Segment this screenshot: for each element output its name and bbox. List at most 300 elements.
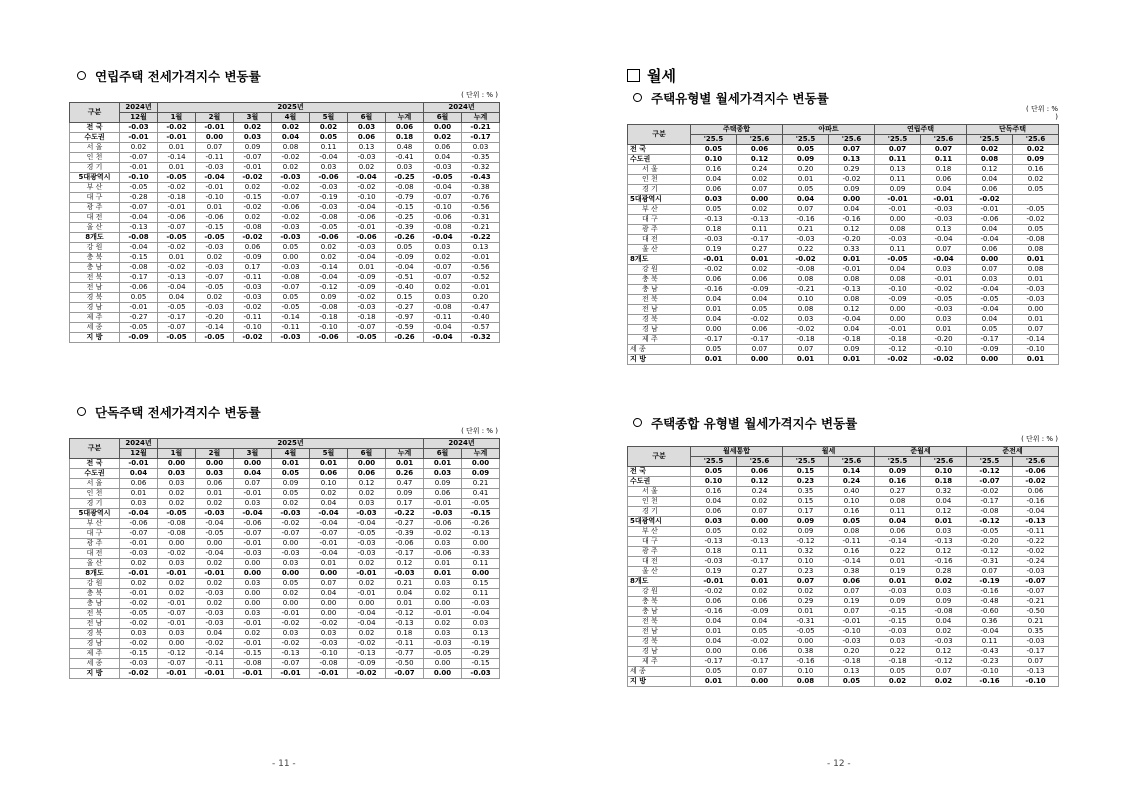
value-cell: -0.01 — [234, 163, 272, 173]
value-cell: 0.02 — [196, 253, 234, 263]
value-cell: 0.00 — [272, 253, 310, 263]
row-label: 전 국 — [628, 467, 691, 477]
table-row — [628, 557, 1059, 567]
value-cell: -0.12 — [875, 345, 921, 355]
circle-bullet-icon — [633, 93, 642, 102]
table-row — [70, 203, 500, 213]
value-cell: 0.02 — [310, 489, 348, 499]
value-cell: -0.22 — [386, 509, 424, 519]
value-cell — [1013, 195, 1059, 205]
row-label: 인 천 — [628, 497, 691, 507]
value-cell: 0.00 — [737, 517, 783, 527]
row-label: 세 종 — [70, 323, 120, 333]
value-cell: -0.03 — [272, 549, 310, 559]
table-row — [628, 627, 1059, 637]
value-cell: -0.51 — [386, 273, 424, 283]
value-cell: 0.08 — [875, 275, 921, 285]
table-row — [628, 487, 1059, 497]
value-cell: -0.01 — [691, 255, 737, 265]
value-cell: -0.02 — [120, 599, 158, 609]
value-cell: -0.01 — [829, 617, 875, 627]
table-row — [628, 667, 1059, 677]
value-cell: 0.15 — [783, 497, 829, 507]
value-cell: 0.09 — [921, 597, 967, 607]
table-row — [628, 647, 1059, 657]
table-row — [70, 629, 500, 639]
value-cell: 0.12 — [921, 547, 967, 557]
value-cell: 0.11 — [921, 155, 967, 165]
row-label: 경 북 — [70, 293, 120, 303]
value-cell: -0.16 — [921, 557, 967, 567]
value-cell: 0.02 — [158, 489, 196, 499]
value-cell: -0.07 — [1013, 587, 1059, 597]
value-cell: -0.03 — [272, 509, 310, 519]
value-cell: 0.05 — [691, 345, 737, 355]
value-cell: 0.04 — [424, 153, 462, 163]
value-cell: 0.06 — [424, 143, 462, 153]
value-cell: 0.21 — [386, 579, 424, 589]
value-cell: 0.06 — [386, 123, 424, 133]
row-label: 수도권 — [70, 133, 120, 143]
value-cell: 0.11 — [310, 143, 348, 153]
table-row — [70, 193, 500, 203]
value-cell: 0.13 — [829, 667, 875, 677]
value-cell: -0.11 — [196, 659, 234, 669]
value-cell: 0.38 — [829, 567, 875, 577]
value-cell: -0.07 — [424, 273, 462, 283]
value-cell: -0.06 — [234, 519, 272, 529]
value-cell: -0.31 — [783, 617, 829, 627]
column-header: 6월 — [424, 449, 462, 459]
column-header: '25.6 — [829, 457, 875, 467]
table-row — [628, 305, 1059, 315]
circle-bullet-icon — [633, 418, 642, 427]
value-cell: -0.10 — [348, 193, 386, 203]
value-cell: -0.77 — [386, 649, 424, 659]
value-cell: -0.08 — [424, 303, 462, 313]
value-cell: 0.35 — [783, 487, 829, 497]
value-cell: -0.21 — [462, 123, 500, 133]
table-row — [70, 303, 500, 313]
table-row — [628, 467, 1059, 477]
value-cell: -0.10 — [829, 627, 875, 637]
value-cell: 0.03 — [272, 629, 310, 639]
value-cell: 0.06 — [348, 469, 386, 479]
value-cell: -0.02 — [967, 195, 1013, 205]
value-cell: -0.03 — [310, 639, 348, 649]
table3-unit-close: ) — [1055, 113, 1058, 121]
value-cell: 0.07 — [921, 145, 967, 155]
value-cell: -0.02 — [234, 303, 272, 313]
value-cell: 0.07 — [783, 577, 829, 587]
value-cell: -0.01 — [158, 669, 196, 679]
table-row — [70, 313, 500, 323]
row-label: 5대광역시 — [70, 509, 120, 519]
column-header: 2월 — [196, 449, 234, 459]
value-cell: -0.09 — [737, 285, 783, 295]
value-cell: -0.03 — [196, 509, 234, 519]
value-cell: 0.10 — [783, 295, 829, 305]
column-header: 6월 — [424, 113, 462, 123]
table-row — [70, 599, 500, 609]
value-cell: 0.03 — [234, 133, 272, 143]
row-label: 경 기 — [628, 507, 691, 517]
value-cell: 0.09 — [272, 479, 310, 489]
value-cell: -0.05 — [158, 233, 196, 243]
value-cell: -0.08 — [158, 529, 196, 539]
value-cell: -0.08 — [310, 213, 348, 223]
value-cell: 0.03 — [691, 195, 737, 205]
year-header: 2024년 — [424, 439, 500, 449]
value-cell: 0.12 — [967, 165, 1013, 175]
value-cell: -0.04 — [462, 609, 500, 619]
value-cell: 0.02 — [921, 627, 967, 637]
value-cell: -0.01 — [462, 283, 500, 293]
value-cell: -0.16 — [829, 215, 875, 225]
value-cell: -0.01 — [158, 133, 196, 143]
value-cell: 0.09 — [310, 293, 348, 303]
row-label: 대 전 — [70, 549, 120, 559]
value-cell: -0.05 — [272, 303, 310, 313]
value-cell: 0.02 — [196, 579, 234, 589]
value-cell: -0.39 — [386, 529, 424, 539]
value-cell: 0.41 — [462, 489, 500, 499]
value-cell: 0.03 — [424, 469, 462, 479]
value-cell: 0.07 — [783, 345, 829, 355]
table-row — [70, 619, 500, 629]
value-cell: -0.05 — [348, 529, 386, 539]
value-cell: -0.05 — [196, 333, 234, 343]
value-cell: 0.00 — [196, 539, 234, 549]
value-cell: 0.18 — [386, 629, 424, 639]
table-row — [628, 165, 1059, 175]
value-cell: -0.21 — [783, 285, 829, 295]
value-cell: 0.27 — [737, 567, 783, 577]
value-cell: -0.17 — [967, 497, 1013, 507]
value-cell: -0.07 — [386, 669, 424, 679]
value-cell: 0.08 — [967, 155, 1013, 165]
value-cell: -0.39 — [386, 223, 424, 233]
value-cell: -0.07 — [272, 193, 310, 203]
value-cell: -0.13 — [1013, 517, 1059, 527]
value-cell: -0.17 — [737, 335, 783, 345]
value-cell: -0.02 — [272, 619, 310, 629]
value-cell: -0.09 — [348, 283, 386, 293]
value-cell: -0.16 — [691, 607, 737, 617]
value-cell: 0.04 — [967, 225, 1013, 235]
value-cell: -0.13 — [691, 537, 737, 547]
value-cell: -0.05 — [196, 529, 234, 539]
value-cell: 0.06 — [829, 577, 875, 587]
value-cell: 0.23 — [783, 567, 829, 577]
value-cell: 0.04 — [921, 185, 967, 195]
column-header: 6월 — [348, 113, 386, 123]
value-cell: 0.01 — [921, 517, 967, 527]
value-cell: 0.04 — [272, 133, 310, 143]
value-cell: 0.00 — [310, 609, 348, 619]
row-label: 충 남 — [70, 263, 120, 273]
value-cell: 0.24 — [737, 487, 783, 497]
value-cell: -0.02 — [272, 213, 310, 223]
value-cell: -0.03 — [462, 599, 500, 609]
row-label: 강 원 — [70, 243, 120, 253]
value-cell: -0.04 — [348, 203, 386, 213]
value-cell: 0.04 — [691, 315, 737, 325]
value-cell: -0.09 — [120, 333, 158, 343]
value-cell: 0.08 — [875, 225, 921, 235]
value-cell: -0.18 — [829, 335, 875, 345]
value-cell: -0.56 — [462, 203, 500, 213]
row-label: 수도권 — [628, 155, 691, 165]
value-cell: -0.50 — [1013, 607, 1059, 617]
value-cell: -0.14 — [158, 153, 196, 163]
table-row — [70, 243, 500, 253]
value-cell: -0.03 — [310, 203, 348, 213]
column-header: 12월 — [120, 113, 158, 123]
value-cell: -0.17 — [386, 549, 424, 559]
value-cell: -0.15 — [462, 659, 500, 669]
value-cell: 0.02 — [158, 589, 196, 599]
value-cell: -0.56 — [462, 263, 500, 273]
table-row — [70, 519, 500, 529]
value-cell: 0.48 — [386, 143, 424, 153]
value-cell: 0.00 — [424, 123, 462, 133]
value-cell: 0.00 — [158, 459, 196, 469]
value-cell: -0.15 — [875, 607, 921, 617]
value-cell: -0.08 — [158, 519, 196, 529]
value-cell: -0.08 — [386, 183, 424, 193]
value-cell: -0.11 — [1013, 527, 1059, 537]
value-cell: 0.02 — [424, 619, 462, 629]
value-cell: 0.02 — [196, 599, 234, 609]
value-cell: 0.04 — [691, 497, 737, 507]
value-cell: 0.06 — [691, 507, 737, 517]
value-cell: 0.18 — [691, 547, 737, 557]
table-row — [628, 325, 1059, 335]
value-cell: -0.60 — [967, 607, 1013, 617]
value-cell: -0.09 — [386, 253, 424, 263]
value-cell: -0.07 — [424, 263, 462, 273]
value-cell: -0.01 — [196, 569, 234, 579]
row-label: 전 국 — [70, 123, 120, 133]
value-cell: -0.13 — [386, 619, 424, 629]
value-cell: 0.09 — [386, 489, 424, 499]
row-label: 부 산 — [70, 519, 120, 529]
value-cell: 0.02 — [234, 629, 272, 639]
value-cell: 0.02 — [120, 559, 158, 569]
value-cell: -0.03 — [1013, 285, 1059, 295]
value-cell: 0.02 — [120, 143, 158, 153]
table2-unit: ( 단위 : % ) — [461, 427, 498, 435]
table-row — [70, 233, 500, 243]
value-cell: -0.18 — [875, 657, 921, 667]
value-cell: 0.01 — [1013, 275, 1059, 285]
value-cell: -0.05 — [158, 509, 196, 519]
value-cell: 0.11 — [737, 547, 783, 557]
value-cell: -0.01 — [120, 459, 158, 469]
row-label: 대 구 — [70, 529, 120, 539]
value-cell: -0.09 — [875, 295, 921, 305]
table2-title: 단독주택 전세가격지수 변동률 — [77, 403, 261, 421]
value-cell: -0.17 — [462, 133, 500, 143]
value-cell: 0.04 — [120, 469, 158, 479]
value-cell: 0.22 — [783, 245, 829, 255]
value-cell: 0.04 — [196, 629, 234, 639]
circle-bullet-icon — [77, 71, 86, 80]
value-cell: -0.17 — [691, 335, 737, 345]
value-cell: -0.03 — [272, 173, 310, 183]
value-cell: 0.07 — [829, 145, 875, 155]
table-row — [70, 323, 500, 333]
value-cell: 0.03 — [921, 587, 967, 597]
value-cell: 0.04 — [691, 617, 737, 627]
value-cell: -0.05 — [120, 183, 158, 193]
column-header: 3월 — [234, 449, 272, 459]
value-cell: -0.04 — [310, 153, 348, 163]
value-cell: 0.04 — [158, 293, 196, 303]
table-row — [628, 577, 1059, 587]
value-cell: 0.00 — [691, 325, 737, 335]
table-row — [70, 669, 500, 679]
value-cell: -0.19 — [462, 639, 500, 649]
value-cell: 0.20 — [783, 165, 829, 175]
table4-unit: ( 단위 : % ) — [1021, 435, 1058, 443]
value-cell: 0.00 — [875, 215, 921, 225]
value-cell: -0.02 — [234, 233, 272, 243]
value-cell: -0.21 — [1013, 597, 1059, 607]
table-row — [70, 459, 500, 469]
value-cell: -0.38 — [462, 183, 500, 193]
value-cell: 0.02 — [120, 579, 158, 589]
value-cell: -0.12 — [967, 467, 1013, 477]
value-cell: 0.03 — [424, 243, 462, 253]
value-cell: 0.06 — [967, 245, 1013, 255]
value-cell: -0.05 — [967, 295, 1013, 305]
value-cell: 0.01 — [424, 569, 462, 579]
value-cell: 0.01 — [875, 557, 921, 567]
value-cell: 0.06 — [737, 325, 783, 335]
value-cell: 0.00 — [737, 355, 783, 365]
value-cell: -0.03 — [875, 235, 921, 245]
value-cell: 0.02 — [348, 163, 386, 173]
value-cell: -0.02 — [921, 355, 967, 365]
value-cell: -0.06 — [348, 213, 386, 223]
table-row — [628, 617, 1059, 627]
value-cell: -0.08 — [1013, 235, 1059, 245]
value-cell: 0.01 — [310, 559, 348, 569]
value-cell: -0.01 — [196, 183, 234, 193]
value-cell: -0.05 — [310, 223, 348, 233]
value-cell: 0.03 — [921, 315, 967, 325]
value-cell: 0.03 — [424, 539, 462, 549]
value-cell: -0.14 — [272, 313, 310, 323]
value-cell: -0.03 — [120, 659, 158, 669]
value-cell: -0.57 — [462, 323, 500, 333]
value-cell: 0.00 — [196, 133, 234, 143]
value-cell: 0.00 — [737, 195, 783, 205]
value-cell: -0.04 — [310, 549, 348, 559]
value-cell: -0.07 — [967, 477, 1013, 487]
value-cell: 0.05 — [691, 145, 737, 155]
year-header: 2024년 — [424, 103, 500, 113]
value-cell: 0.12 — [921, 647, 967, 657]
value-cell: 0.09 — [875, 185, 921, 195]
value-cell: -0.31 — [967, 557, 1013, 567]
value-cell: 0.05 — [386, 243, 424, 253]
value-cell: 0.02 — [158, 499, 196, 509]
row-label: 대 구 — [628, 537, 691, 547]
year-header: 2025년 — [158, 103, 424, 113]
value-cell: 0.11 — [967, 637, 1013, 647]
value-cell: 0.01 — [737, 577, 783, 587]
value-cell: -0.10 — [196, 193, 234, 203]
row-label: 광 주 — [70, 203, 120, 213]
value-cell: 0.11 — [462, 589, 500, 599]
row-label: 인 천 — [70, 153, 120, 163]
value-cell: -0.11 — [386, 639, 424, 649]
row-label: 경 남 — [70, 639, 120, 649]
value-cell: -0.27 — [386, 303, 424, 313]
value-cell: -0.04 — [424, 333, 462, 343]
value-cell: -0.40 — [386, 283, 424, 293]
value-cell: 0.06 — [348, 133, 386, 143]
value-cell: -0.02 — [158, 243, 196, 253]
value-cell: -0.06 — [310, 173, 348, 183]
value-cell: -0.02 — [120, 619, 158, 629]
row-label: 대 전 — [628, 235, 691, 245]
value-cell: 0.03 — [424, 629, 462, 639]
row-label: 경 남 — [70, 303, 120, 313]
value-cell: -0.03 — [272, 263, 310, 273]
value-cell: -0.14 — [829, 557, 875, 567]
value-cell: 0.01 — [424, 459, 462, 469]
value-cell: -0.03 — [875, 627, 921, 637]
table-row — [628, 657, 1059, 667]
value-cell: -0.04 — [424, 183, 462, 193]
value-cell: -0.05 — [196, 233, 234, 243]
row-label: 8개도 — [628, 255, 691, 265]
column-header: 5월 — [310, 113, 348, 123]
value-cell: -0.03 — [234, 293, 272, 303]
column-header: '25.6 — [1013, 135, 1059, 145]
table-row — [70, 649, 500, 659]
value-cell: -0.10 — [967, 667, 1013, 677]
value-cell: 0.15 — [386, 293, 424, 303]
value-cell: -0.01 — [348, 589, 386, 599]
value-cell: 0.04 — [691, 637, 737, 647]
value-cell: 0.20 — [829, 647, 875, 657]
value-cell: 0.03 — [310, 163, 348, 173]
value-cell: -0.11 — [829, 537, 875, 547]
value-cell: -0.16 — [783, 657, 829, 667]
table-row — [70, 263, 500, 273]
value-cell: -0.08 — [120, 263, 158, 273]
table3-wolse-by-type — [627, 124, 1059, 365]
value-cell: 0.28 — [921, 567, 967, 577]
column-header: 1월 — [158, 113, 196, 123]
row-label: 8개도 — [70, 569, 120, 579]
value-cell: -0.08 — [234, 223, 272, 233]
value-cell: 0.04 — [737, 617, 783, 627]
value-cell: -0.20 — [829, 235, 875, 245]
column-header: '25.5 — [875, 457, 921, 467]
value-cell: 0.04 — [234, 469, 272, 479]
page-number-12: - 12 - — [827, 759, 851, 769]
value-cell: -0.05 — [967, 527, 1013, 537]
table-row — [628, 567, 1059, 577]
header-corner: 구분 — [628, 125, 691, 145]
value-cell: -0.16 — [691, 285, 737, 295]
